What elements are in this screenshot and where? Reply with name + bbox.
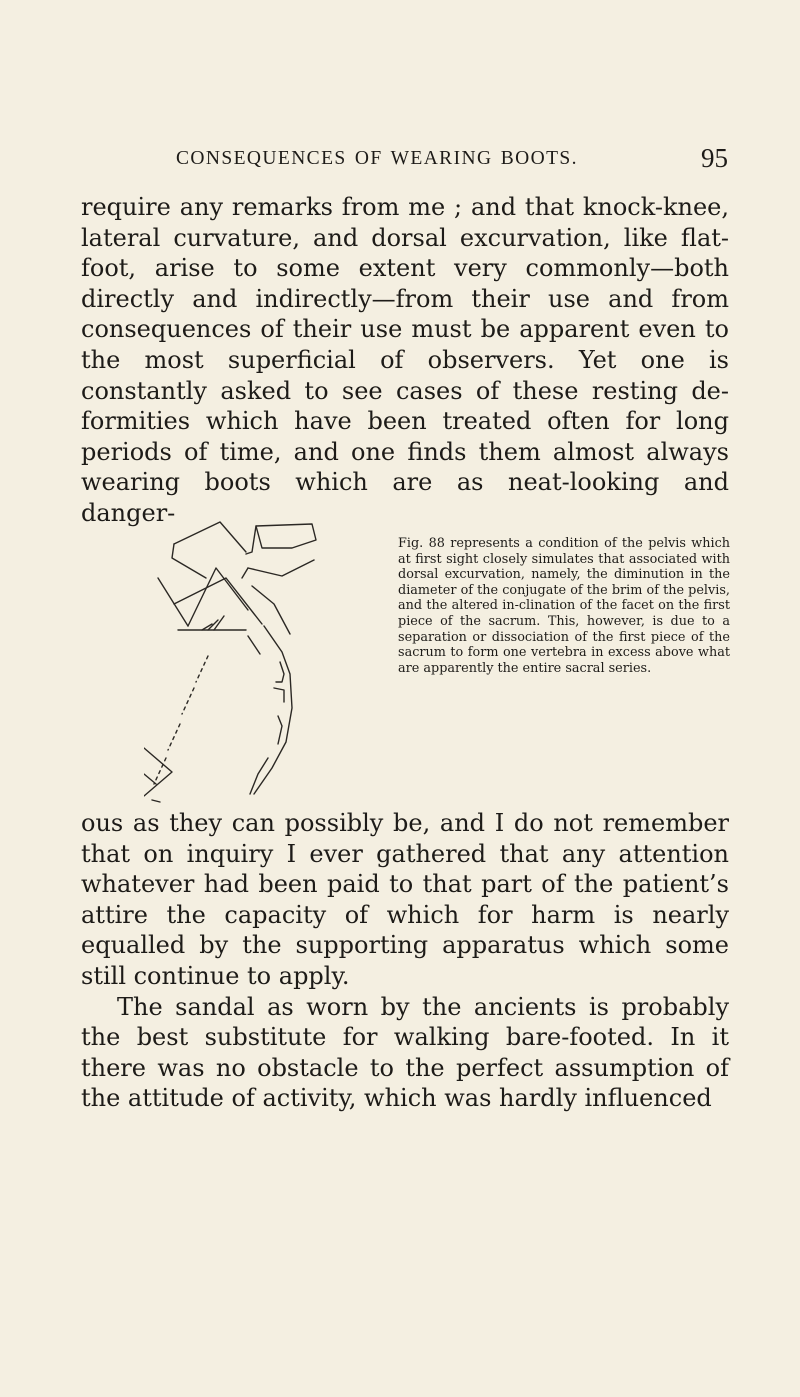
figure-caption: Fig. 88 represents a condition of the pelvis which at first sight closely simulates that associated with dorsal excurvation, namely, the diminution in the diameter of the conjugate of the brim of the pelvis, and the altered in-clination of the facet on the first piece of the sacrum. This, however, is due to a separation or dissociation of the first piece of the sacrum to form one vertebra in excess above what are apparently the entire sacral series. xyxy=(398,536,730,676)
pelvis-line-drawing xyxy=(144,512,376,812)
running-title: CONSEQUENCES OF WEARING BOOTS. xyxy=(176,148,578,169)
paragraph-continued: require any remarks from me ; and that knock-knee, lateral curvature, and dorsal excurvation, like flat-foot, arise to some extent very commonly—both directly and indirectly—from their use and from consequences of their use must be apparent even to the most superficial of observers. Yet one is constantly asked to see cases of these resting de-formities which have been treated often for long periods of time, and one finds them almost always wearing boots which are as neat-looking and danger- xyxy=(81,193,729,527)
paragraph-sandal: The sandal as worn by the ancients is probably the best substitute for walking bare-footed. In it there was no obstacle to the perfect assumption of the attitude of activity, which was hardly influenced xyxy=(81,992,729,1113)
figure-pelvis-diagram xyxy=(144,512,376,812)
paragraph-end: ous as they can possibly be, and I do not remember that on inquiry I ever gathered that any attention whatever had been paid to that part of the patient’s attire the capacity of which for harm is nearly equalled by the supporting apparatus which some still continue to apply. xyxy=(81,809,729,990)
body-text-bottom xyxy=(81,808,729,1114)
body-text-top xyxy=(81,192,729,529)
page-number: 95 xyxy=(701,143,728,173)
running-head xyxy=(176,143,728,178)
